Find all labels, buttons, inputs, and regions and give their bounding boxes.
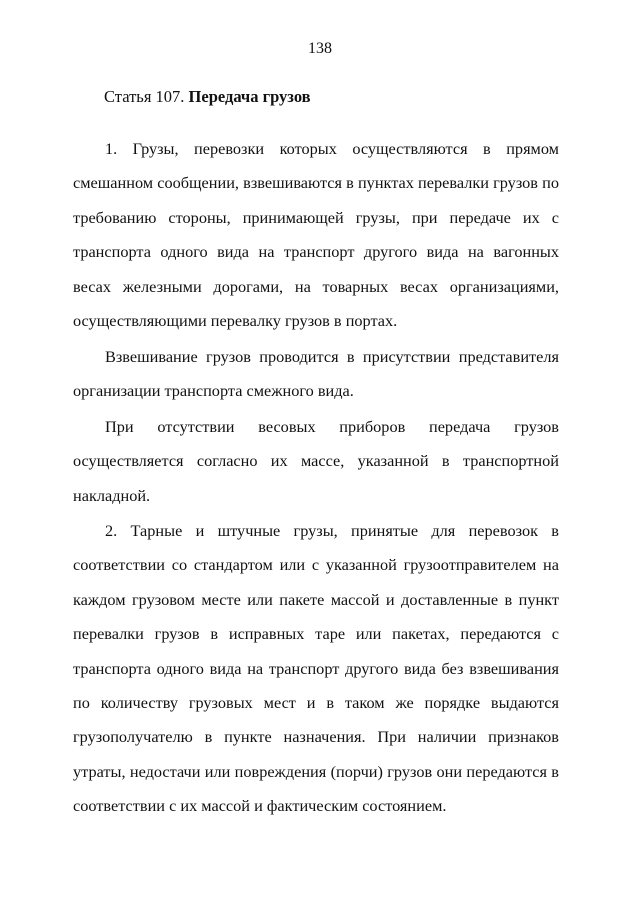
- paragraph-3: [73, 410, 559, 513]
- paragraph-line: При отсутствии весовых приборов передача грузов: [105, 417, 559, 436]
- paragraph-line: грузополучателю в пункте назначения. При наличии признаков: [73, 727, 559, 747]
- paragraph-line: транспорта одного вида на транспорт другого вида на вагонных: [73, 242, 559, 262]
- paragraph-2: [73, 340, 559, 409]
- paragraph-line: накладной.: [73, 485, 151, 505]
- article-number: Статья 107.: [104, 87, 185, 106]
- article-heading: [104, 87, 311, 107]
- article-title: Передача грузов: [188, 87, 311, 106]
- paragraph-line: перевалки грузов в исправных таре или пакетах, передаются с: [73, 624, 559, 644]
- paragraph-line: 2. Тарные и штучные грузы, принятые для перевозок в: [105, 521, 559, 540]
- paragraph-line: требованию стороны, принимающей грузы, при передаче их с: [73, 207, 559, 227]
- paragraph-line: смешанном сообщении, взвешиваются в пунктах перевалки грузов по: [73, 173, 559, 193]
- paragraph-line: осуществляется согласно их массе, указанной в транспортной: [73, 451, 559, 471]
- paragraph-4: [73, 514, 559, 824]
- paragraph-line: осуществляющими перевалку грузов в портах.: [73, 310, 398, 330]
- paragraph-line: каждом грузовом месте или пакете массой и доставленные в пункт: [73, 589, 559, 609]
- paragraph-line: Взвешивание грузов проводится в присутствии представителя: [105, 347, 559, 366]
- paragraph-line: утраты, недостачи или повреждения (порчи) грузов они передаются в: [73, 761, 559, 781]
- paragraph-line: соответствии с их массой и фактическим состоянием.: [73, 796, 447, 816]
- paragraph-line: соответствии со стандартом или с указанной грузоотправителем на: [73, 555, 559, 575]
- paragraph-line: 1. Грузы, перевозки которых осуществляются в прямом: [105, 139, 559, 158]
- paragraph-line: организации транспорта смежного вида.: [73, 381, 354, 401]
- page-number: 138: [308, 40, 332, 57]
- paragraph-line: по количеству грузовых мест и в таком же порядке выдаются: [73, 692, 559, 712]
- paragraph-1: [73, 132, 559, 338]
- paragraph-line: весах железными дорогами, на товарных весах организациями,: [73, 276, 559, 296]
- paragraph-line: транспорта одного вида на транспорт другого вида без взвешивания: [73, 658, 559, 678]
